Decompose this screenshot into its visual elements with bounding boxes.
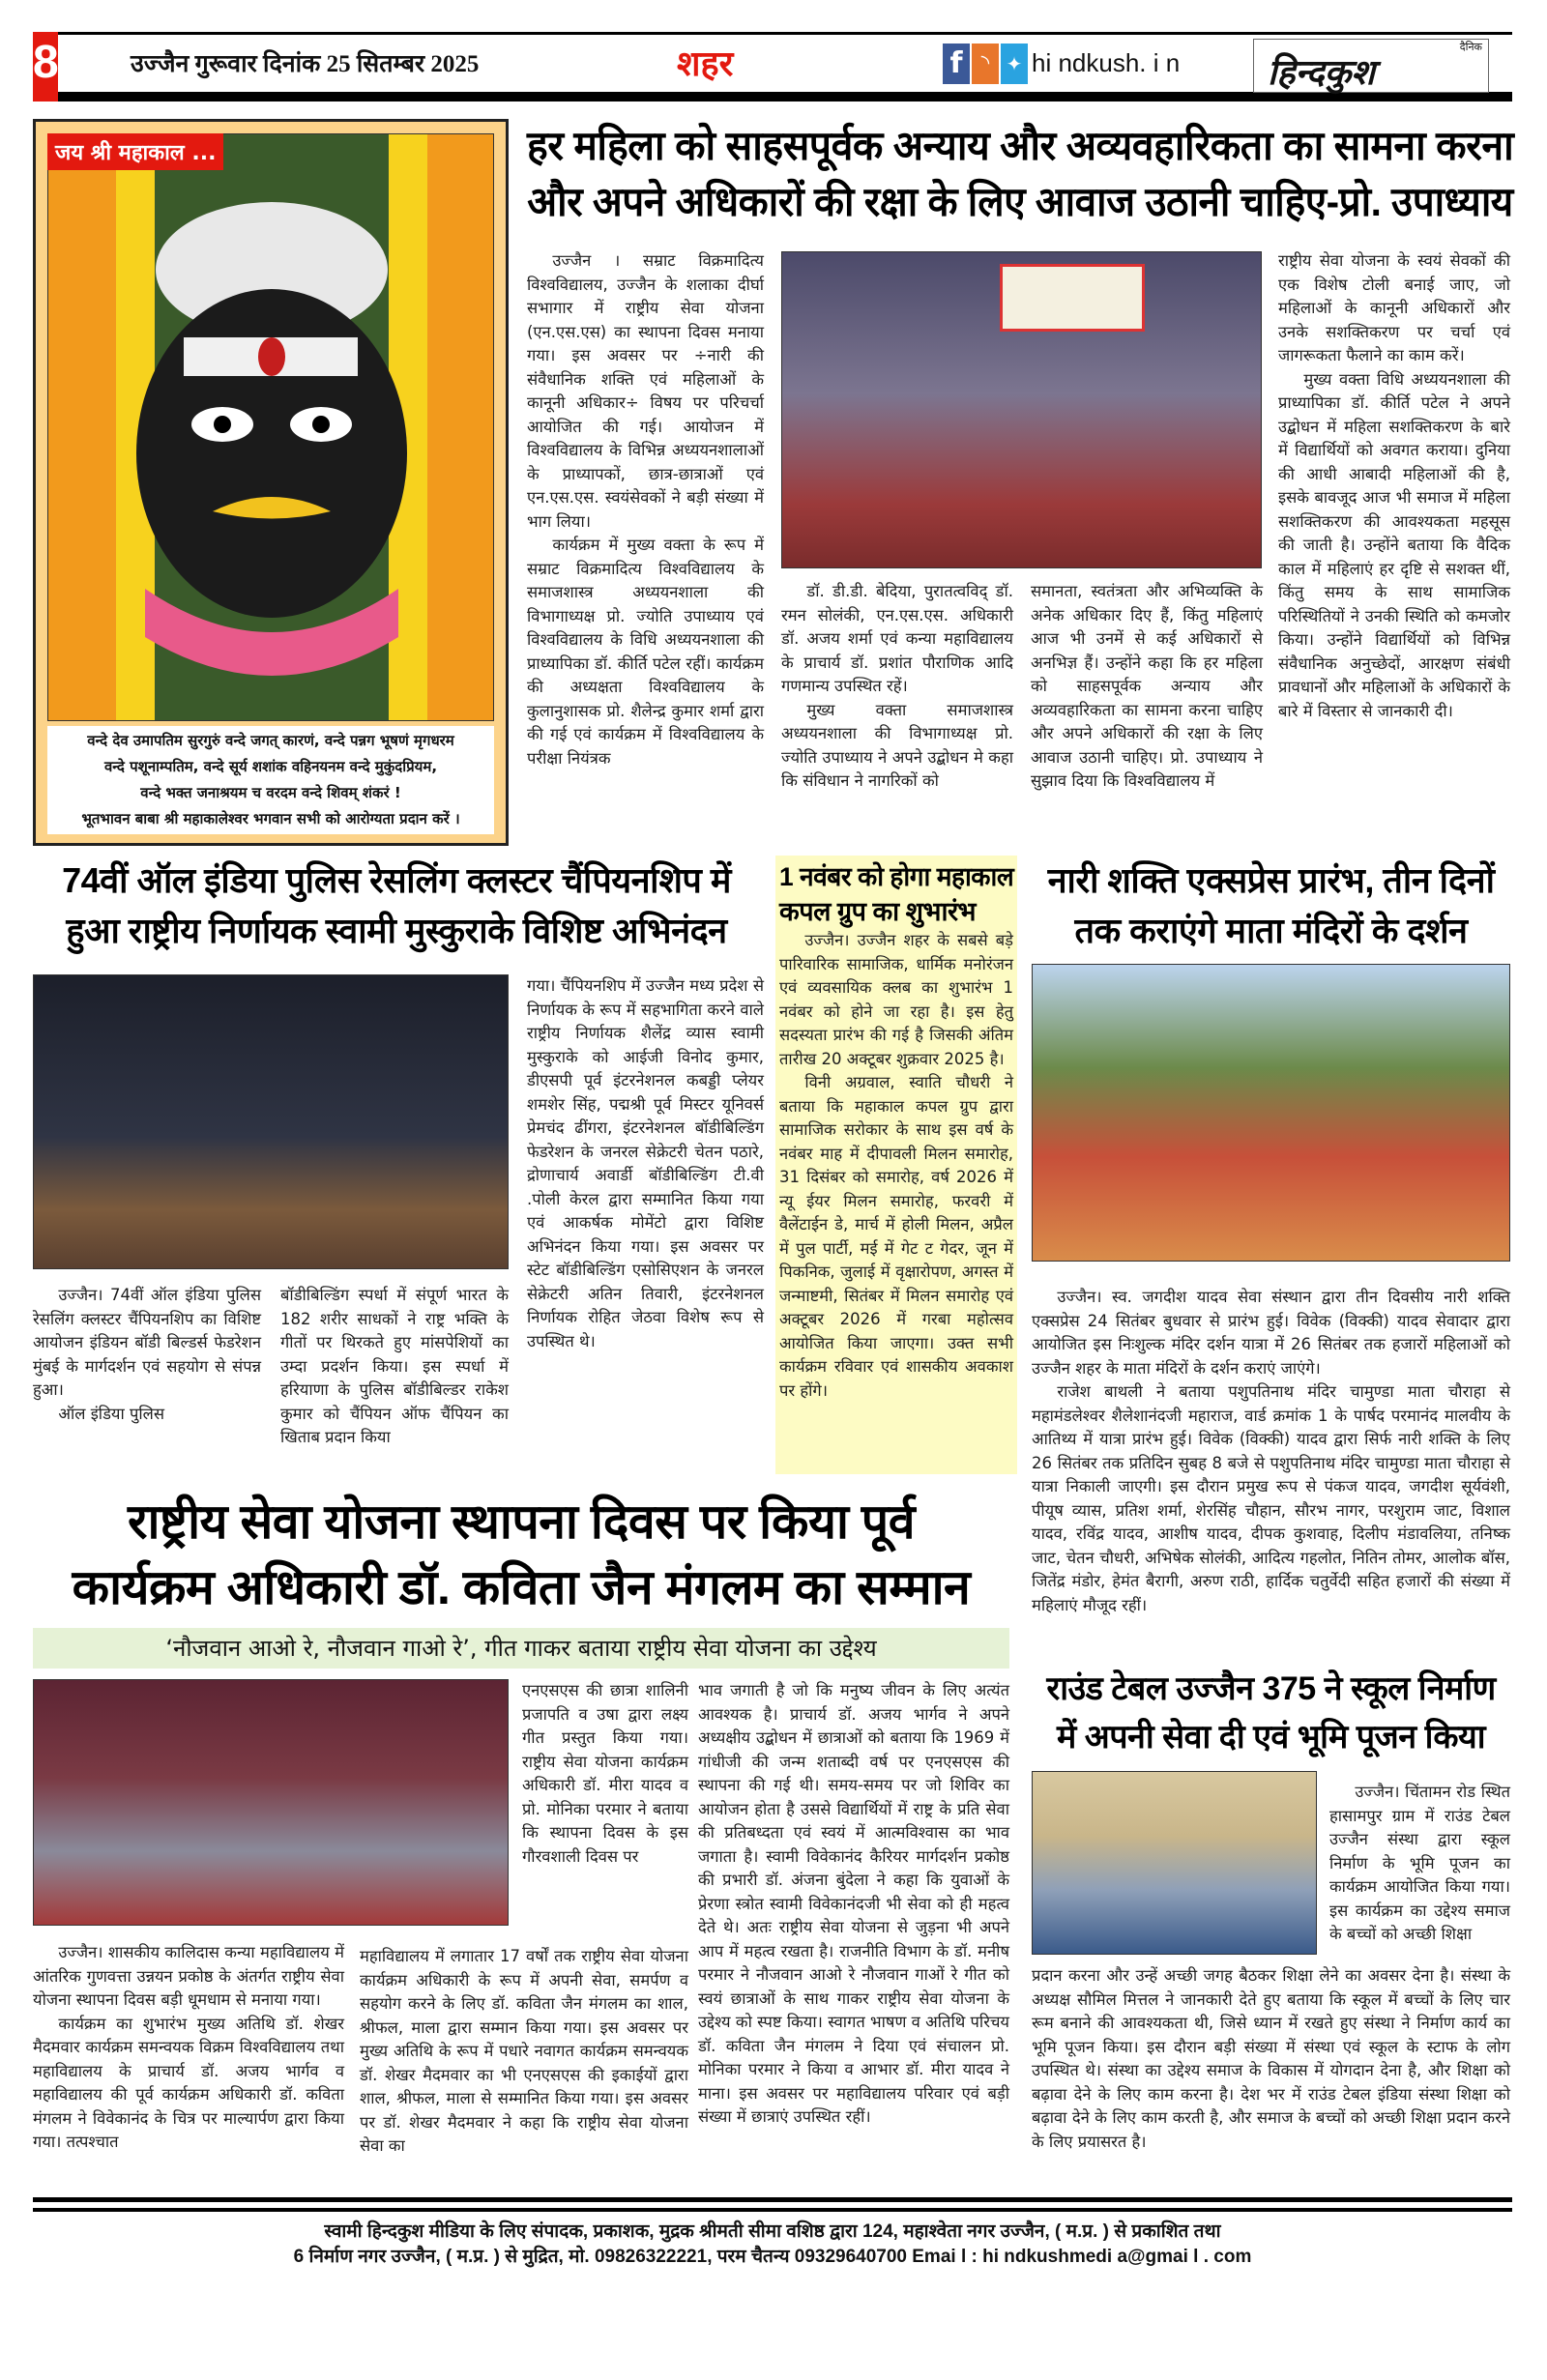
article-headline <box>779 859 1013 929</box>
article-headline <box>527 118 1513 230</box>
headline-line: कार्यक्रम अधिकारी डॉ. कविता जैन मंगलम का सम्मान <box>72 1560 971 1614</box>
paragraph: मुख्य वक्ता विधि अध्ययनशाला की प्राध्यापिका डॉ. कीर्ति पटेल ने अपने उद्बोधन में महिला सशक्तिकरण के बारे में विद्यार्थियों को अवगत कराया। दुनिया की आधी आबादी महिलाओं की है, इसके बावजूद आज भी समाज में महिला सशक्तिकरण की आवश्यकता महसूस की जाती है। उन्होंने बताया कि वैदिक काल में महिलाएं हर दृष्टि से सशक्त थीं, किंतु समय के साथ सामाजिक परिस्थितियों ने उनकी स्थिति को कमजोर किया। उन्होंने विद्यार्थियों को विभिन्न संवैधानिक अनुच्छेदों, आरक्षण संबंधी प्रावधानों और महिलाओं के अधिकारों के बारे में विस्तार से जानकारी दी। <box>1278 369 1510 720</box>
article-body <box>779 929 1013 1403</box>
logo-tagline: दैनिक <box>1459 41 1482 53</box>
headline-line: 1 नवंबर को होगा महाकाल <box>779 862 1014 891</box>
paragraph: उज्जैन। स्व. जगदीश यादव सेवा संस्थान द्वारा तीन दिवसीय नारी शक्ति एक्सप्रेस 24 सितंबर बुधवार से प्रारंभ हुई। विवेक (विक्की) यादव सेवादार द्वारा आयोजित इस निःशुल्क मंदिर दर्शन यात्रा में 26 सितंबर तक हजारों महिलाओं को उज्जैन शहर के माता मंदिरों के दर्शन कराएं जाएंगे। <box>1032 1288 1510 1378</box>
facebook-icon[interactable]: f <box>943 44 970 84</box>
shiva-verse <box>47 726 494 834</box>
mahakal-darshan-box <box>33 119 509 846</box>
article-headline <box>1032 856 1510 956</box>
paragraph: महाविद्यालय में लगातार 17 वर्षों तक राष्ट्रीय सेवा योजना कार्यक्रम अधिकारी के रूप में अपनी सेवा, समर्पण व सहयोग करने के लिए डॉ. कविता जैन मंगलम का शाल, श्रीफल, माला द्वारा सम्मान किया गया। इस अवसर पर मुख्य अतिथि के रूप में पधारे नवागत कार्यक्रम समन्वयक डॉ. शेखर मैदमवार का भी एनएसएस की इकाईयों द्वारा शाल, श्रीफल, माला से सम्मानित किया गया। इस अवसर पर डॉ. शेखर मैदमवार ने कहा कि राष्ट्रीय सेवा योजना सेवा का <box>360 1947 688 2155</box>
article-headline <box>29 856 764 956</box>
paragraph: कार्यक्रम का शुभारंभ मुख्य अतिथि डॉ. शेखर मैदमवार कार्यक्रम समन्वयक विक्रम विश्वविद्यालय तथा महाविद्यालय के प्राचार्य डॉ. अजय भार्गव व महाविद्यालय की पूर्व कार्यक्रम अधिकारी डॉ. कविता मंगलम ने विवेकानंद के चित्र पर माल्यार्पण द्वारा किया गया। तत्पश्चात <box>33 2014 344 2151</box>
article-body <box>698 1679 1009 2130</box>
dateline: उज्जैन गुरूवार दिनांक 25 सितम्बर 2025 <box>131 51 480 77</box>
social-icons <box>943 44 1028 84</box>
verse-line: वन्दे पशूनाम्पतिम, वन्दे सूर्य शशांक वहिनयनम वन्दे मुकुंदप्रियम, <box>103 758 438 775</box>
verse-line: वन्दे देव उमापतिम सुरगुरुं वन्दे जगत् कारणं, वन्दे पन्नग भूषणं मृगधरम <box>87 732 454 749</box>
headline-line: राष्ट्रीय सेवा योजना स्थापना दिवस पर किया पूर्व <box>128 1495 915 1549</box>
paragraph: उज्जैन। 74वीं ऑल इंडिया पुलिस रेसलिंग क्लस्टर चैंपियनशिप का विशिष्ट आयोजन इंडियन बॉडी बिल्डर्स फेडरेशन मुंबई के मार्गदर्शन एवं सहयोग से संपन्न हुआ। <box>33 1286 261 1399</box>
website-link[interactable]: hi ndkush. i n <box>1032 48 1181 77</box>
article-subhead: ‘नौजवान आओ रे, नौजवान गाओ रे’, गीत गाकर बताया राष्ट्रीय सेवा योजना का उद्देश्य <box>165 1635 877 1662</box>
paragraph: डॉ. डी.डी. बेदिया, पुरातत्वविद् डॉ. रमन सोलंकी, एन.एस.एस. अधिकारी डॉ. अजय शर्मा एवं कन्या महाविद्यालय के प्राचार्य डॉ. प्रशांत पौराणिक आदि गणमान्य उपस्थित रहें। <box>781 582 1013 695</box>
article-body <box>522 1679 688 1869</box>
paragraph: उज्जैन । सम्राट विक्रमादित्य विश्वविद्यालय, उज्जैन के शलाका दीर्घा सभागार में राष्ट्रीय सेवा योजना (एन.एस.एस) का स्थापना दिवस मनाया गया। इस अवसर पर ÷नारी की संवैधानिक शक्ति एवं महिलाओं के कानूनी अधिकार÷ विषय पर परिचर्चा आयोजित की गई। आयोजन में विश्वविद्यालय के विभिन्न अध्ययनशालाओं के प्राध्यापकों, छात्र-छात्राओं एवं एन.एस.एस. स्वयंसेवकों ने बड़ी संख्या में भाग लिया। <box>527 251 764 531</box>
headline-line: हुआ राष्ट्रीय निर्णायक स्वामी मुस्कुराके विशिष्ट अभिनंदन <box>66 911 727 950</box>
paragraph: गया। चैंपियनशिप में उज्जैन मध्य प्रदेश से निर्णायक के रूप में सहभागिता करने वाले राष्ट्रीय निर्णायक शैलेंद्र व्यास स्वामी मुस्कुराके को आईजी विनोद कुमार, डीएसपी पूर्व इंटरनेशनल कबड्डी प्लेयर शमशेर सिंह, पद्मश्री पूर्व मिस्टर यूनिवर्स प्रेमचंद ढींगरा, इंटरनेशनल बॉडीबिल्डिंग फेडरेशन के जनरल सेक्रेटरी चेतन पठारे, द्रोणाचार्य अवार्डी बॉडीबिल्डिंग टी.वी .पोली केरल द्वारा सम्मानित किया गया एवं आकर्षक मोमेंटो द्वारा विशिष्ट अभिनंदन किया गया। इस अवसर पर स्टेट बॉडीबिल्डिंग एसोसिएशन के जनरल सेक्रेटरी अतिन तिवारी, इंटरनेशनल निर्णायक रोहित जेठवा विशेष रूप से उपस्थित थे। <box>527 976 764 1350</box>
twitter-icon[interactable]: ✦ <box>1001 44 1028 84</box>
headline-line: कपल ग्रुप का शुभारंभ <box>779 897 977 926</box>
round-table-bhoomi-pujan-photo <box>1032 1771 1317 1955</box>
nss-event-photo <box>781 251 1262 568</box>
article-body <box>1278 249 1510 723</box>
article-body <box>781 580 1013 794</box>
section-title: शहर <box>677 44 734 84</box>
jai-shri-mahakal-badge: जय श्री महाकाल ... <box>47 133 223 170</box>
footer-divider <box>33 2208 1512 2212</box>
paragraph: विनी अग्रवाल, स्वाति चौधरी ने बताया कि महाकाल कपल ग्रुप द्वारा सामाजिक सरोकार के साथ इस वर्ष के नवंबर माह में दीपावली मिलन समारोह, 31 दिसंबर को समारोह, वर्ष 2026 में न्यू ईयर मिलन समारोह, फरवरी में वैलेंटाईन डे, मार्च में होली मिलन, अप्रैल में पुल पार्टी, मई में गेट ट गेदर, जून में पिकनिक, जुलाई में वृक्षारोपण, अगस्त में जन्माष्टमी, सितंबर में मिलन समारोह एवं अक्टूबर 2026 में गरबा महोत्सव आयोजित किया जाएगा। उक्त सभी कार्यक्रम रविवार एवं शासकीय अवकाश पर होंगे। <box>779 1073 1013 1400</box>
headline-line: नारी शक्ति एक्सप्रेस प्रारंभ, तीन दिनों <box>1047 860 1495 900</box>
paragraph: राष्ट्रीय सेवा योजना के स्वयं सेवकों की एक विशेष टोली बनाई जाए, जो महिलाओं के कानूनी अधिकारों और उनके सशक्तिकरण पर चर्चा एवं जागरूकता फैलाने का काम करें। <box>1278 251 1510 364</box>
paragraph: उज्जैन। उज्जैन शहर के सबसे बड़े पारिवारिक सामाजिक, धार्मिक मनोरंजन एवं व्यवसायिक क्लब का शुभारंभ 1 नवंबर को होने जा रहा है। इस हेतु सदस्यता प्रारंभ की गई है जिसकी अंतिम तारीख 20 अक्टूबर शुक्रवार 2025 है। <box>779 931 1013 1068</box>
wrestling-felicitation-photo <box>33 974 509 1269</box>
footer-divider <box>33 2197 1512 2202</box>
paragraph: ऑल इंडिया पुलिस <box>58 1404 164 1423</box>
article-body <box>1032 1964 1510 2154</box>
paragraph: मुख्य वक्ता समाजशास्त्र अध्ययनशाला की विभागाध्यक्ष प्रो. ज्योति उपाध्याय ने अपने उद्बोधन मे कहा कि संविधान ने नागरिकों को <box>781 700 1013 790</box>
verse-line: वन्दे भक्त जनाश्रयम च वरदम वन्दे शिवम् शंकरं ! <box>140 784 401 801</box>
paragraph: बॉडीबिल्डिंग स्पर्धा में संपूर्ण भारत के 182 शरीर साधकों ने राष्ट्र भक्ति के गीतों पर थिरकते हुए मांसपेशियों का उम्दा प्रदर्शन किया। इस स्पर्धा में हरियाणा के पुलिस बॉडीबिल्डर राकेश कुमार को चैंपियन ऑफ चैंपियन का खिताब प्रदान किया <box>280 1286 509 1446</box>
paragraph: समानता, स्वतंत्रता और अभिव्यक्ति के अनेक अधिकार दिए हैं, किंतु महिलाएं आज भी उनमें से कई अधिकारों से अनभिज्ञ हैं। उन्होंने कहा कि हर महिला को साहसपूर्वक अन्याय और अव्यवहारिकता का सामना करना चाहिए और अपने अधिकारों की रक्षा के लिए आवाज उठानी चाहिए। प्रो. उपाध्याय ने सुझाव दिया कि विश्वविद्यालय में <box>1031 582 1263 790</box>
rss-icon[interactable]: ◝ <box>972 44 999 84</box>
headline-line: तक कराएंगे माता मंदिरों के दर्शन <box>1074 911 1468 950</box>
mahakal-photo <box>47 133 494 721</box>
article-body <box>527 974 764 1353</box>
article-subhead-bar <box>33 1628 1009 1669</box>
paragraph: उज्जैन। चिंतामन रोड स्थित हासामपुर ग्राम में राउंड टेबल उज्जैन संस्था द्वारा स्कूल निर्माण के भूमि पूजन का कार्यक्रम आयोजित किया गया। इस कार्यक्रम का उद्देश्य समाज के बच्चों को अच्छी शिक्षा <box>1329 1783 1510 1943</box>
headline-line: 74वीं ऑल इंडिया पुलिस रेसलिंग क्लस्टर चैंपियनशिप में <box>62 860 731 900</box>
paragraph: एनएसएस की छात्रा शालिनी प्रजापति व उषा द्वारा लक्ष्य गीत प्रस्तुत किया गया। राष्ट्रीय सेवा योजना कार्यक्रम अधिकारी डॉ. मीरा यादव व प्रो. मोनिका परमार ने बताया कि स्थापना दिवस के इस गौरवशाली दिवस पर <box>522 1681 688 1866</box>
paragraph: भाव जगाती है जो कि मनुष्य जीवन के लिए अत्यंत आवश्यक है। प्राचार्य डॉ. अजय भार्गव ने अपने अध्यक्षीय उद्बोधन में छात्राओं को बताया कि 1969 में गांधीजी की जन्म शताब्दी वर्ष पर एनएसएस की स्थापना की गई थी। समय-समय पर जो शिविर का आयोजन होता है उससे विद्यार्थियों में राष्ट्र के प्रति सेवा की प्रतिबध्दता एवं स्वयं में आत्मविश्वास का भाव जगाता है। स्वामी विवेकानंद कैरियर मार्गदर्शन प्रकोष्ठ की प्रभारी डॉ. अंजना बुंदेला ने कहा कि युवाओं के प्रेरणा स्त्रोत स्वामी विवेकानंदजी भी सेवा को ही महत्व देते थे। अतः राष्ट्रीय सेवा योजना से जुड़ना भी अपने आप में महत्व रखता है। राजनीति विभाग के डॉ. मनीष परमार ने नौजवान आओ रे नौजवान गाओं रे गीत को स्वयं छात्राओं के साथ गाकर राष्ट्रीय सेवा योजना के उद्देश्य को स्पष्ट किया। स्वागत भाषण व अतिथि परिचय डॉ. कविता जैन मंगलम ने दिया एवं संचालन प्रो. मोनिका परमार ने किया व आभार डॉ. मीरा यादव ने माना। इस अवसर पर महाविद्यालय परिवार एवं बड़ी संख्या में छात्राएं उपस्थित रहीं। <box>698 1681 1009 2126</box>
article-body <box>33 1284 261 1426</box>
paragraph: प्रदान करना और उन्हें अच्छी जगह बैठकर शिक्षा लेने का अवसर देना है। संस्था के अध्यक्ष सौमिल मित्तल ने जानकारी देते हुए बताया कि स्कूल में बच्चों के लिए चार रूम बनाने की आवश्यकता थी, जिसे ध्यान में रखते हुए संस्था ने निर्माण कार्य का भूमि पूजन किया। इस दौरान बड़ी संख्या में संस्था एवं स्कूल के स्टाफ के लोग उपस्थित थे। संस्था का उद्देश्य समाज के विकास में योगदान देना है, और शिक्षा को बढ़ावा देने के लिए काम करना है। देश भर में राउंड टेबल इंडिया संस्था शिक्षा को बढ़ावा देने के लिए काम करती है, और समाज के बच्चों को अच्छी शिक्षा प्रदान करने के लिए प्रयासरत है। <box>1032 1966 1510 2151</box>
article-body <box>280 1284 509 1450</box>
paragraph: कार्यक्रम में मुख्य वक्ता के रूप में सम्राट विक्रमादित्य विश्वविद्यालय के समाजशास्त्र अध्ययनशाला की विभागाध्यक्ष प्रो. ज्योति उपाध्याय एवं विश्वविद्यालय के विधि अध्ययनशाला की प्राध्यापिका डॉ. कीर्ति पटेल रहीं। कार्यक्रम की अध्यक्षता विश्वविद्यालय के कुलानुशासक प्रो. शैलेन्द्र कुमार शर्मा द्वारा की गई एवं कार्यक्रम में विश्वविद्यालय के परीक्षा नियंत्रक <box>527 536 764 768</box>
article-headline <box>33 1489 1009 1620</box>
logo <box>1253 39 1489 93</box>
imprint-line: स्वामी हिन्दकुश मीडिया के लिए संपादक, प्रकाशक, मुद्रक श्रीमती सीमा वशिष्ठ द्वारा 124, महाश्वेता नगर उज्जैन, ( म.प्र. ) से प्रकाशित तथा <box>324 2221 1221 2242</box>
verse-line: भूतभावन बाबा श्री महाकालेश्वर भगवान सभी को आरोग्यता प्रदान करें । <box>81 810 460 827</box>
paragraph: राजेश बाथली ने बताया पशुपतिनाथ मंदिर चामुण्डा माता चौराहा से महामंडलेश्वर शैलेशानंदजी महाराज, वार्ड क्रमांक 1 के पार्षद परमानंद मालवीय के आतिथ्य में यात्रा प्रारंभ हुई। विवेक (विक्की) यादव द्वारा सिर्फ नारी शक्ति के लिए 26 सितंबर तक प्रतिदिन सुबह 8 बजे से पशुपतिनाथ मंदिर चामुण्डा माता चौराहा से यात्रा निकाली जाएगी। इस दौरान प्रमुख रूप से पंकज यादव, जगदीश सूर्यवंशी, पीयूष व्यास, प्रतिश शर्मा, शेरसिंह चौहान, सौरभ नागर, परशुराम जाट, विशाल यादव, रविंद्र यादव, आशीष यादव, दीपक कुशवाह, दिलीप मंडावलिया, तनिष्क जाट, चेतन चौधरी, अभिषेक सोलंकी, आदित्य गहलोत, नितिन तोमर, आलोक बॉस, जितेंद्र मंडोर, हेमंत बैरागी, अरुण राठी, हार्दिक चतुर्वेदी सहित हजारों की संख्या में महिलाएं मौजूद रहीं। <box>1032 1382 1510 1614</box>
imprint-line: 6 निर्माण नगर उज्जैन, ( म.प्र. ) से मुद्रित, मो. 09826322221, परम चैतन्य 09329640700 Emai l : hi ndkushmedi a@gmai l . com <box>293 2247 1252 2267</box>
page-number: 8 <box>33 32 58 102</box>
banner <box>1000 264 1145 332</box>
article-headline <box>1032 1665 1510 1761</box>
headline-line: राउंड टेबल उज्जैन 375 ने स्कूल निर्माण <box>1046 1670 1496 1707</box>
logo-text: हिन्दकुश <box>1268 53 1375 93</box>
article-body <box>360 1945 688 2159</box>
headline-line: हर महिला को साहसपूर्वक अन्याय और अव्यवहारिकता का सामना करना <box>527 123 1514 168</box>
couple-group-box <box>775 856 1017 1474</box>
paragraph: उज्जैन। शासकीय कालिदास कन्या महाविद्यालय में आंतरिक गुणवत्ता उन्नयन प्रकोष्ठ के अंतर्गत राष्ट्रीय सेवा योजना स्थापना दिवस बड़ी धूमधाम से मनाया गया। <box>33 1943 344 2009</box>
article-body <box>1032 1286 1510 1617</box>
nss-felicitation-photo <box>33 1679 509 1926</box>
article-body <box>527 249 764 770</box>
nari-shakti-yatra-photo <box>1032 964 1510 1262</box>
imprint <box>33 2220 1512 2270</box>
article-body <box>1031 580 1263 794</box>
article-body <box>33 1941 344 2155</box>
article-body <box>1329 1781 1510 1947</box>
headline-line: में अपनी सेवा दी एवं भूमि पूजन किया <box>1056 1719 1486 1756</box>
headline-line: और अपने अधिकारों की रक्षा के लिए आवाज उठानी चाहिए-प्रो. उपाध्याय <box>527 179 1513 224</box>
